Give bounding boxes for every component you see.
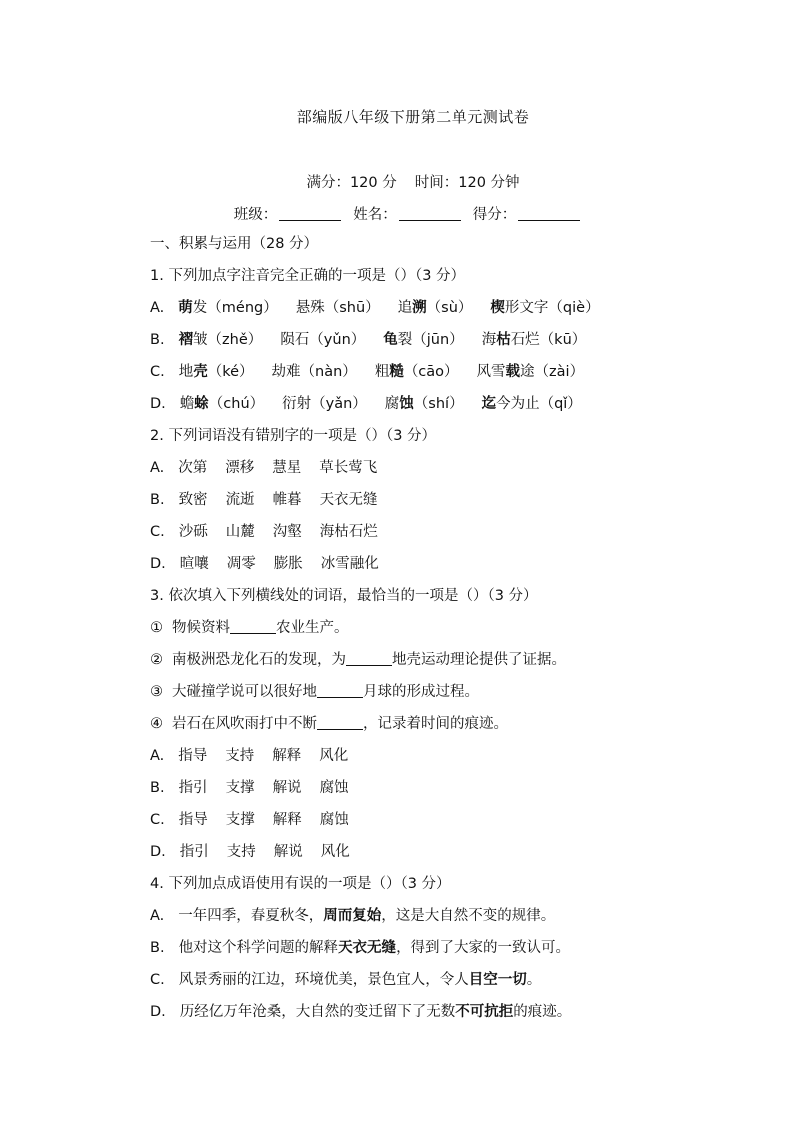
q3-stem: 3. 依次填入下列横线处的词语，最恰当的一项是（）（3 分）	[150, 588, 538, 604]
q3-option-b: B. 指引 支撑 解说 腐蚀	[150, 780, 349, 796]
q3-sentence-1: ① 物候资料 农业生产。	[150, 620, 349, 636]
q4-option-a: A. 一年四季，春夏秋冬，周而复始，这是大自然不变的规律。	[150, 908, 556, 924]
class-label: 班级：	[233, 207, 278, 223]
q4-option-b: B. 他对这个科学问题的解释天衣无缝，得到了大家的一致认可。	[150, 940, 571, 956]
exam-title: 部编版八年级下册第二单元测试卷	[296, 108, 530, 126]
q3-option-a: A. 指导 支持 解释 风化	[150, 748, 349, 764]
q1-option-a: A. 萌发（méng） 悬殊（shū） 追溯（sù） 楔形文字（qiè）	[150, 300, 600, 316]
questions	[150, 232, 770, 1032]
q2-option-b: B. 致密 流逝 帷暮 天衣无缝	[150, 492, 378, 508]
q1-option-d: D. 蟾蜍（chú） 衍射（yǎn） 腐蚀（shí） 迄今为止（qǐ）	[150, 396, 582, 412]
q1-option-c: C. 地壳（ké） 劫难（nàn） 粗糙（cāo） 风雪载途（zài）	[150, 364, 585, 380]
exam-time: 时间：120 分钟	[414, 175, 520, 191]
q1-stem: 1. 下列加点字注音完全正确的一项是（）（3 分）	[150, 268, 466, 284]
exam-meta	[0, 171, 794, 192]
full-score: 满分：120 分	[306, 175, 397, 191]
q3-sentence-3: ③ 大碰撞学说可以很好地 月球的形成过程。	[150, 684, 479, 700]
q2-stem: 2. 下列词语没有错别字的一项是（）（3 分）	[150, 428, 437, 444]
q3-option-d: D. 指引 支持 解说 风化	[150, 844, 350, 860]
q4-stem: 4. 下列加点成语使用有误的一项是（）（3 分）	[150, 876, 451, 892]
fill-blank[interactable]	[317, 683, 363, 698]
score-label: 得分：	[472, 207, 517, 223]
q3-sentence-4: ④ 岩石在风吹雨打中不断 ，记录着时间的痕迹。	[150, 716, 508, 732]
q3-option-c: C. 指导 支撑 解释 腐蚀	[150, 812, 349, 828]
name-blank[interactable]	[399, 206, 461, 221]
fill-blank[interactable]	[230, 619, 276, 634]
q1-option-b: B. 褶皱（zhě） 陨石（yǔn） 龟裂（jūn） 海枯石烂（kū）	[150, 332, 587, 348]
fill-blank[interactable]	[346, 651, 392, 666]
name-label: 姓名：	[353, 207, 397, 223]
student-info	[0, 203, 794, 224]
q2-option-a: A. 次第 漂移 慧星 草长莺飞	[150, 460, 378, 476]
q4-option-d: D. 历经亿万年沧桑，大自然的变迁留下了无数不可抗拒的痕迹。	[150, 1004, 572, 1020]
q2-option-d: D. 暄嚷 凋零 膨胀 冰雪融化	[150, 556, 379, 572]
section-heading: 一、积累与运用（28 分）	[150, 236, 319, 252]
score-blank[interactable]	[518, 206, 580, 221]
q3-sentence-2: ② 南极洲恐龙化石的发现，为 地壳运动理论提供了证据。	[150, 652, 566, 668]
class-blank[interactable]	[279, 206, 341, 221]
q2-option-c: C. 沙砾 山麓 沟壑 海枯石烂	[150, 524, 378, 540]
q4-option-c: C. 风景秀丽的江边，环境优美，景色宜人，令人目空一切。	[150, 972, 542, 988]
fill-blank[interactable]	[317, 715, 363, 730]
